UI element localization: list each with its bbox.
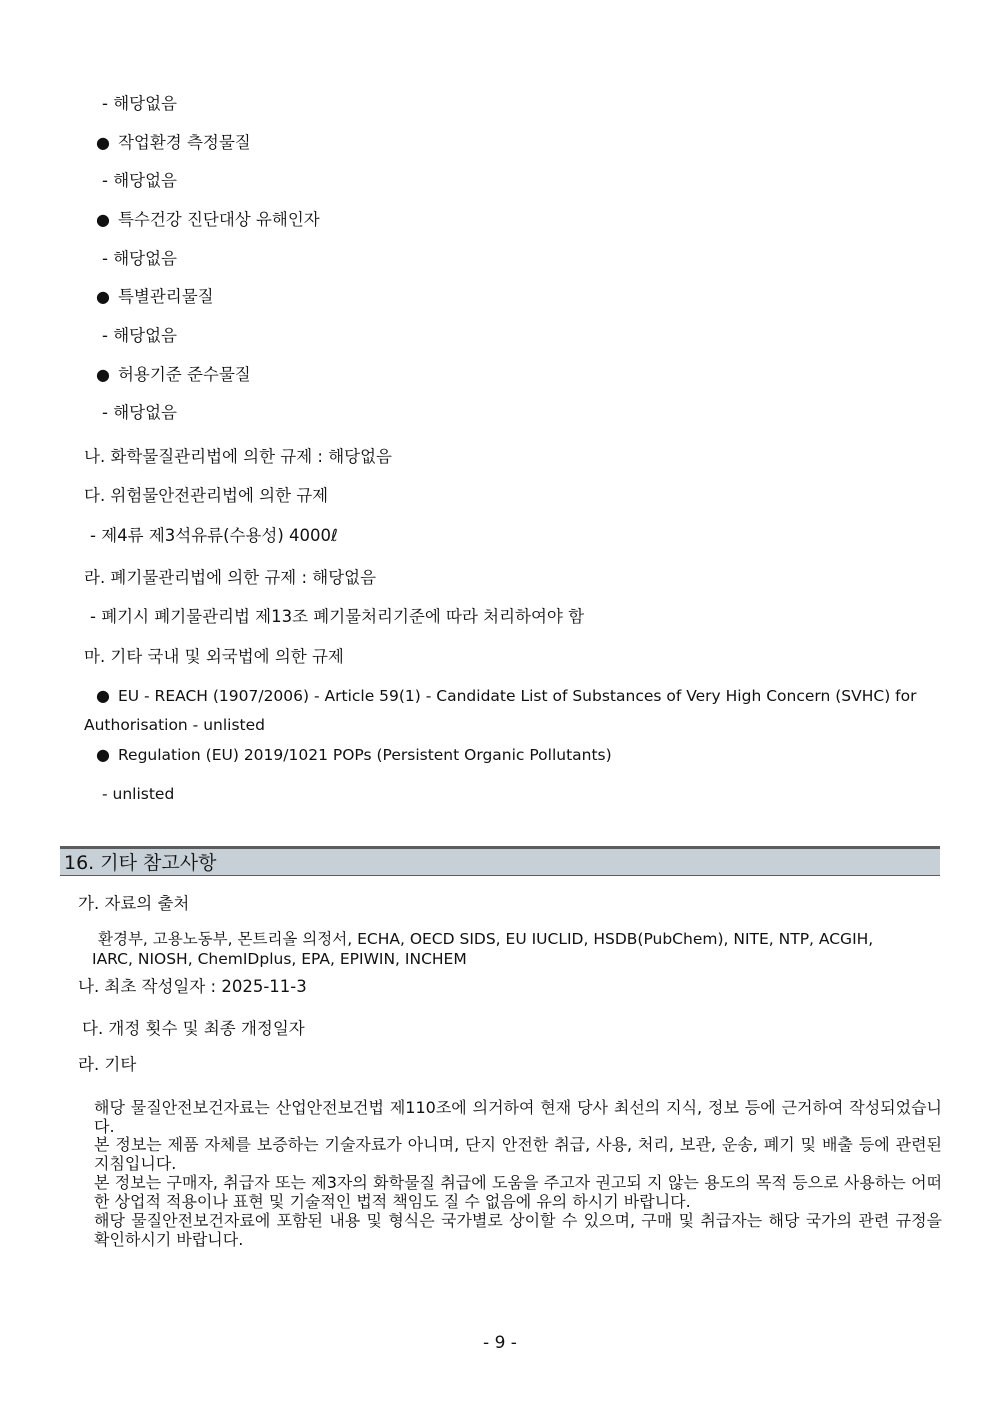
bullet-icon: ● — [96, 210, 110, 229]
hazardous-materials-act: 다. 위험물안전관리법에 의한 규제 — [84, 486, 329, 505]
first-created-date: 나. 최초 작성일자 : 2025-11-3 — [78, 977, 307, 996]
heading-special-health — [96, 210, 320, 230]
heading-text: 특수건강 진단대상 유해인자 — [117, 210, 320, 229]
authorisation-line: Authorisation - unlisted — [84, 716, 265, 734]
hazardous-materials-item: - 제4류 제3석유류(수용성) 4000ℓ — [90, 526, 338, 545]
bullet-icon: ● — [96, 365, 110, 384]
section-16-header — [60, 846, 940, 876]
disclaimer-paragraph-1: 해당 물질안전보건자료는 산업안전보건법 제110조에 의거하여 현재 당사 최선의 지식, 정보 등에 근거하여 작성되었습니다. — [94, 1098, 942, 1136]
heading-text: 허용기준 준수물질 — [117, 365, 251, 384]
pops-text: Regulation (EU) 2019/1021 POPs (Persistent Organic Pollutants) — [117, 746, 612, 764]
eu-reach-line — [96, 686, 917, 706]
bullet-icon: ● — [96, 686, 110, 705]
heading-text: 작업환경 측정물질 — [117, 133, 251, 152]
eu-reach-text: EU - REACH (1907/2006) - Article 59(1) - Candidate List of Substances of Very High Concern (SVHC) for — [117, 687, 917, 705]
disclaimer-paragraph-4: 해당 물질안전보건자료에 포함된 내용 및 형식은 국가별로 상이할 수 있으며, 구매 및 취급자는 해당 국가의 관련 규정을 확인하시기 바랍니다. — [94, 1211, 942, 1249]
bullet-icon: ● — [96, 287, 110, 306]
bullet-icon: ● — [96, 745, 110, 764]
revision-info: 다. 개정 횟수 및 최종 개정일자 — [82, 1019, 305, 1038]
heading-text: 특별관리물질 — [117, 287, 214, 306]
waste-control-act: 라. 폐기물관리법에 의한 규제 : 해당없음 — [84, 568, 377, 587]
section-title: 16. 기타 참고사항 — [64, 852, 217, 874]
item-none-1: - 해당없음 — [102, 94, 177, 113]
data-source-heading: 가. 자료의 출처 — [78, 894, 190, 913]
heading-special-management — [96, 287, 214, 307]
item-none-2: - 해당없음 — [102, 171, 177, 190]
item-none-3: - 해당없음 — [102, 249, 177, 268]
bullet-icon: ● — [96, 133, 110, 152]
others-heading: 라. 기타 — [78, 1055, 137, 1074]
disclaimer-paragraph-3: 본 정보는 구매자, 취급자 또는 제3자의 화학물질 취급에 도움을 주고자 권고되 지 않는 용도의 목적 등으로 사용하는 어떠한 상업적 적용이나 표현 및 기술적인 법적 책임도 질 수 없음에 유의 하시기 바랍니다. — [94, 1173, 942, 1211]
data-source-line-2: IARC, NIOSH, ChemIDplus, EPA, EPIWIN, INCHEM — [92, 950, 467, 968]
page-number: - 9 - — [483, 1333, 517, 1353]
pops-line — [96, 745, 612, 765]
pops-status: - unlisted — [102, 785, 175, 803]
item-none-4: - 해당없음 — [102, 326, 177, 345]
disclaimer-paragraph-2: 본 정보는 제품 자체를 보증하는 기술자료가 아니며, 단지 안전한 취급, 사용, 처리, 보관, 운송, 폐기 및 배출 등에 관련된 지침입니다. — [94, 1135, 942, 1173]
chemical-control-act: 나. 화학물질관리법에 의한 규제 : 해당없음 — [84, 447, 392, 466]
other-regulations: 마. 기타 국내 및 외국법에 의한 규제 — [84, 647, 344, 666]
heading-permissible-limit — [96, 365, 251, 385]
item-none-5: - 해당없음 — [102, 403, 177, 422]
heading-work-environment — [96, 133, 251, 153]
waste-control-item: - 폐기시 폐기물관리법 제13조 폐기물처리기준에 따라 처리하여야 함 — [90, 607, 585, 626]
data-source-line-1: 환경부, 고용노동부, 몬트리올 의정서, ECHA, OECD SIDS, EU IUCLID, HSDB(PubChem), NITE, NTP, ACGIH, — [98, 930, 874, 948]
